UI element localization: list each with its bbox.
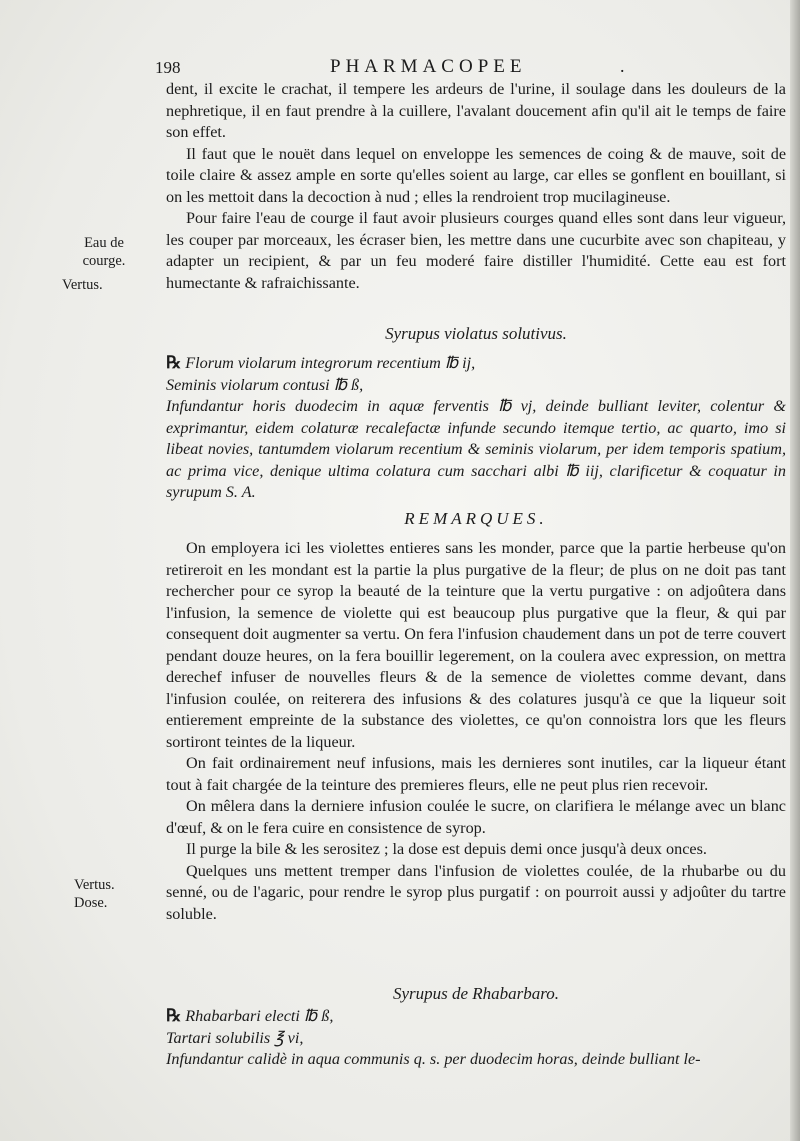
page-gutter-shadow xyxy=(790,0,800,1141)
paragraph: dent, il excite le crachat, il tempere les ardeurs de l'urine, il soulage dans les douleurs de la nephretique, il en faut prendre à la cuillere, l'avalant doucement afin qu'il ait le temps de faire son effet. xyxy=(166,80,786,141)
recipe-symbol: ℞ xyxy=(166,1006,182,1025)
recipe-symbol: ℞ xyxy=(166,353,182,372)
page-number: 198 xyxy=(155,58,181,77)
margin-note-eau-de-courge: Eau de courge. xyxy=(82,235,126,269)
margin-note-vertus-dose: Vertus. Dose. xyxy=(74,877,115,911)
paragraph: Quelques uns mettent tremper dans l'infusion de violettes coulée, de la rhubarbe ou du senné, ou de l'agaric, pour rendre le syrop plus purgatif : on pourroit aussi y adjoûter du tartre soluble. xyxy=(166,861,786,923)
formula-line: Seminis violarum contusi ℔ ß, xyxy=(166,375,364,394)
remarks-body xyxy=(166,538,786,925)
paragraph: On employera ici les violettes entieres sans les monder, parce que la partie herbeuse qu'on retireroit en les mondant est la partie la plus purgative de la fleur; de plus on ne doit pas tant rechercher pour ce syrop la beauté de la teinture que la vertu purgative : on adjoûtera dans l'infusion, la semence de violette qui est beaucoup plus purgative que la fleur, & qui par consequent doit augmenter sa vertu. On fera l'infusion chaudement dans un pot de terre couvert pendant douze heures, on la fera bouillir legerement, on la coulera avec expression, on mettra derechef infuser de nouvelles fleurs & de la semence de violettes comme devant, dans l'infusion coulée, on reiterera des infusions & des colatures jusqu'à ce que la liqueur soit entierement empreinte de la substance des violettes, ce qu'on connoistra lors que les fleurs sortiront teintes de la liqueur. xyxy=(166,539,786,751)
formula-line: Infundantur calidè in aqua communis q. s. per duodecim horas, deinde bulliant le- xyxy=(166,1050,701,1068)
recipe-formula xyxy=(166,1005,786,1071)
paragraph: On mêlera dans la derniere infusion coulée le sucre, on clarifiera le mélange avec un blanc d'œuf, & on le fera cuire en consistence de syrop. xyxy=(166,797,786,837)
remarks-heading: REMARQUES. xyxy=(404,509,548,528)
running-title: PHARMACOPEE xyxy=(330,56,527,77)
header-ornament: . xyxy=(620,56,625,76)
opening-paragraphs xyxy=(166,79,786,294)
paragraph: Il purge la bile & les serositez ; la dose est depuis demi once jusqu'à deux onces. xyxy=(186,840,707,858)
paragraph: Pour faire l'eau de courge il faut avoir plusieurs courges quand elles sont dans leur vigueur, les couper par morceaux, les écraser bien, les mettre dans une cucurbite avec son chapiteau, y adapter un recipient, & par un feu moderé faire distiller l'humidité. Cette eau est fort humectante & rafraichissante. xyxy=(166,209,786,292)
formula-line: Infundantur horis duodecim in aquæ ferventis ℔ vj, deinde bulliant leviter, colentur & exprimantur, eidem colaturæ recalefactæ infunde secundo itemque tertio, ac quarto, imo si libeat novies, tantumdem violarum recentium & seminis violarum, per idem temporis spatium, ac prima vice, denique ultima colatura cum sacchari albi ℔ iij, clarificetur & coquatur in syrupum S. A. xyxy=(166,397,786,501)
paragraph: Il faut que le nouët dans lequel on enveloppe les semences de coing & de mauve, soit de toile claire & assez ample en sorte qu'elles soient au large, car elles se gonflent en bouillant, si on les mettoit dans la decoction à nud ; elles la rendroient trop mucilagineuse. xyxy=(166,144,786,206)
recipe-title: Syrupus violatus solutivus. xyxy=(385,324,567,343)
recipe-formula xyxy=(166,352,786,504)
formula-line: Tartari solubilis ℥ vi, xyxy=(166,1028,304,1047)
recipe-title: Syrupus de Rhabarbaro. xyxy=(392,984,560,1003)
paragraph: On fait ordinairement neuf infusions, mais les dernieres sont inutiles, car la liqueur étant tout à fait chargée de la teinture des premieres fleurs, elle ne peut plus rien recevoir. xyxy=(166,754,786,794)
formula-line: ℞ Rhabarbari electi ℔ ß, xyxy=(166,1006,334,1025)
formula-line: ℞ Florum violarum integrorum recentium ℔ ij, xyxy=(166,353,476,372)
margin-note-vertus: Vertus. xyxy=(62,277,103,293)
